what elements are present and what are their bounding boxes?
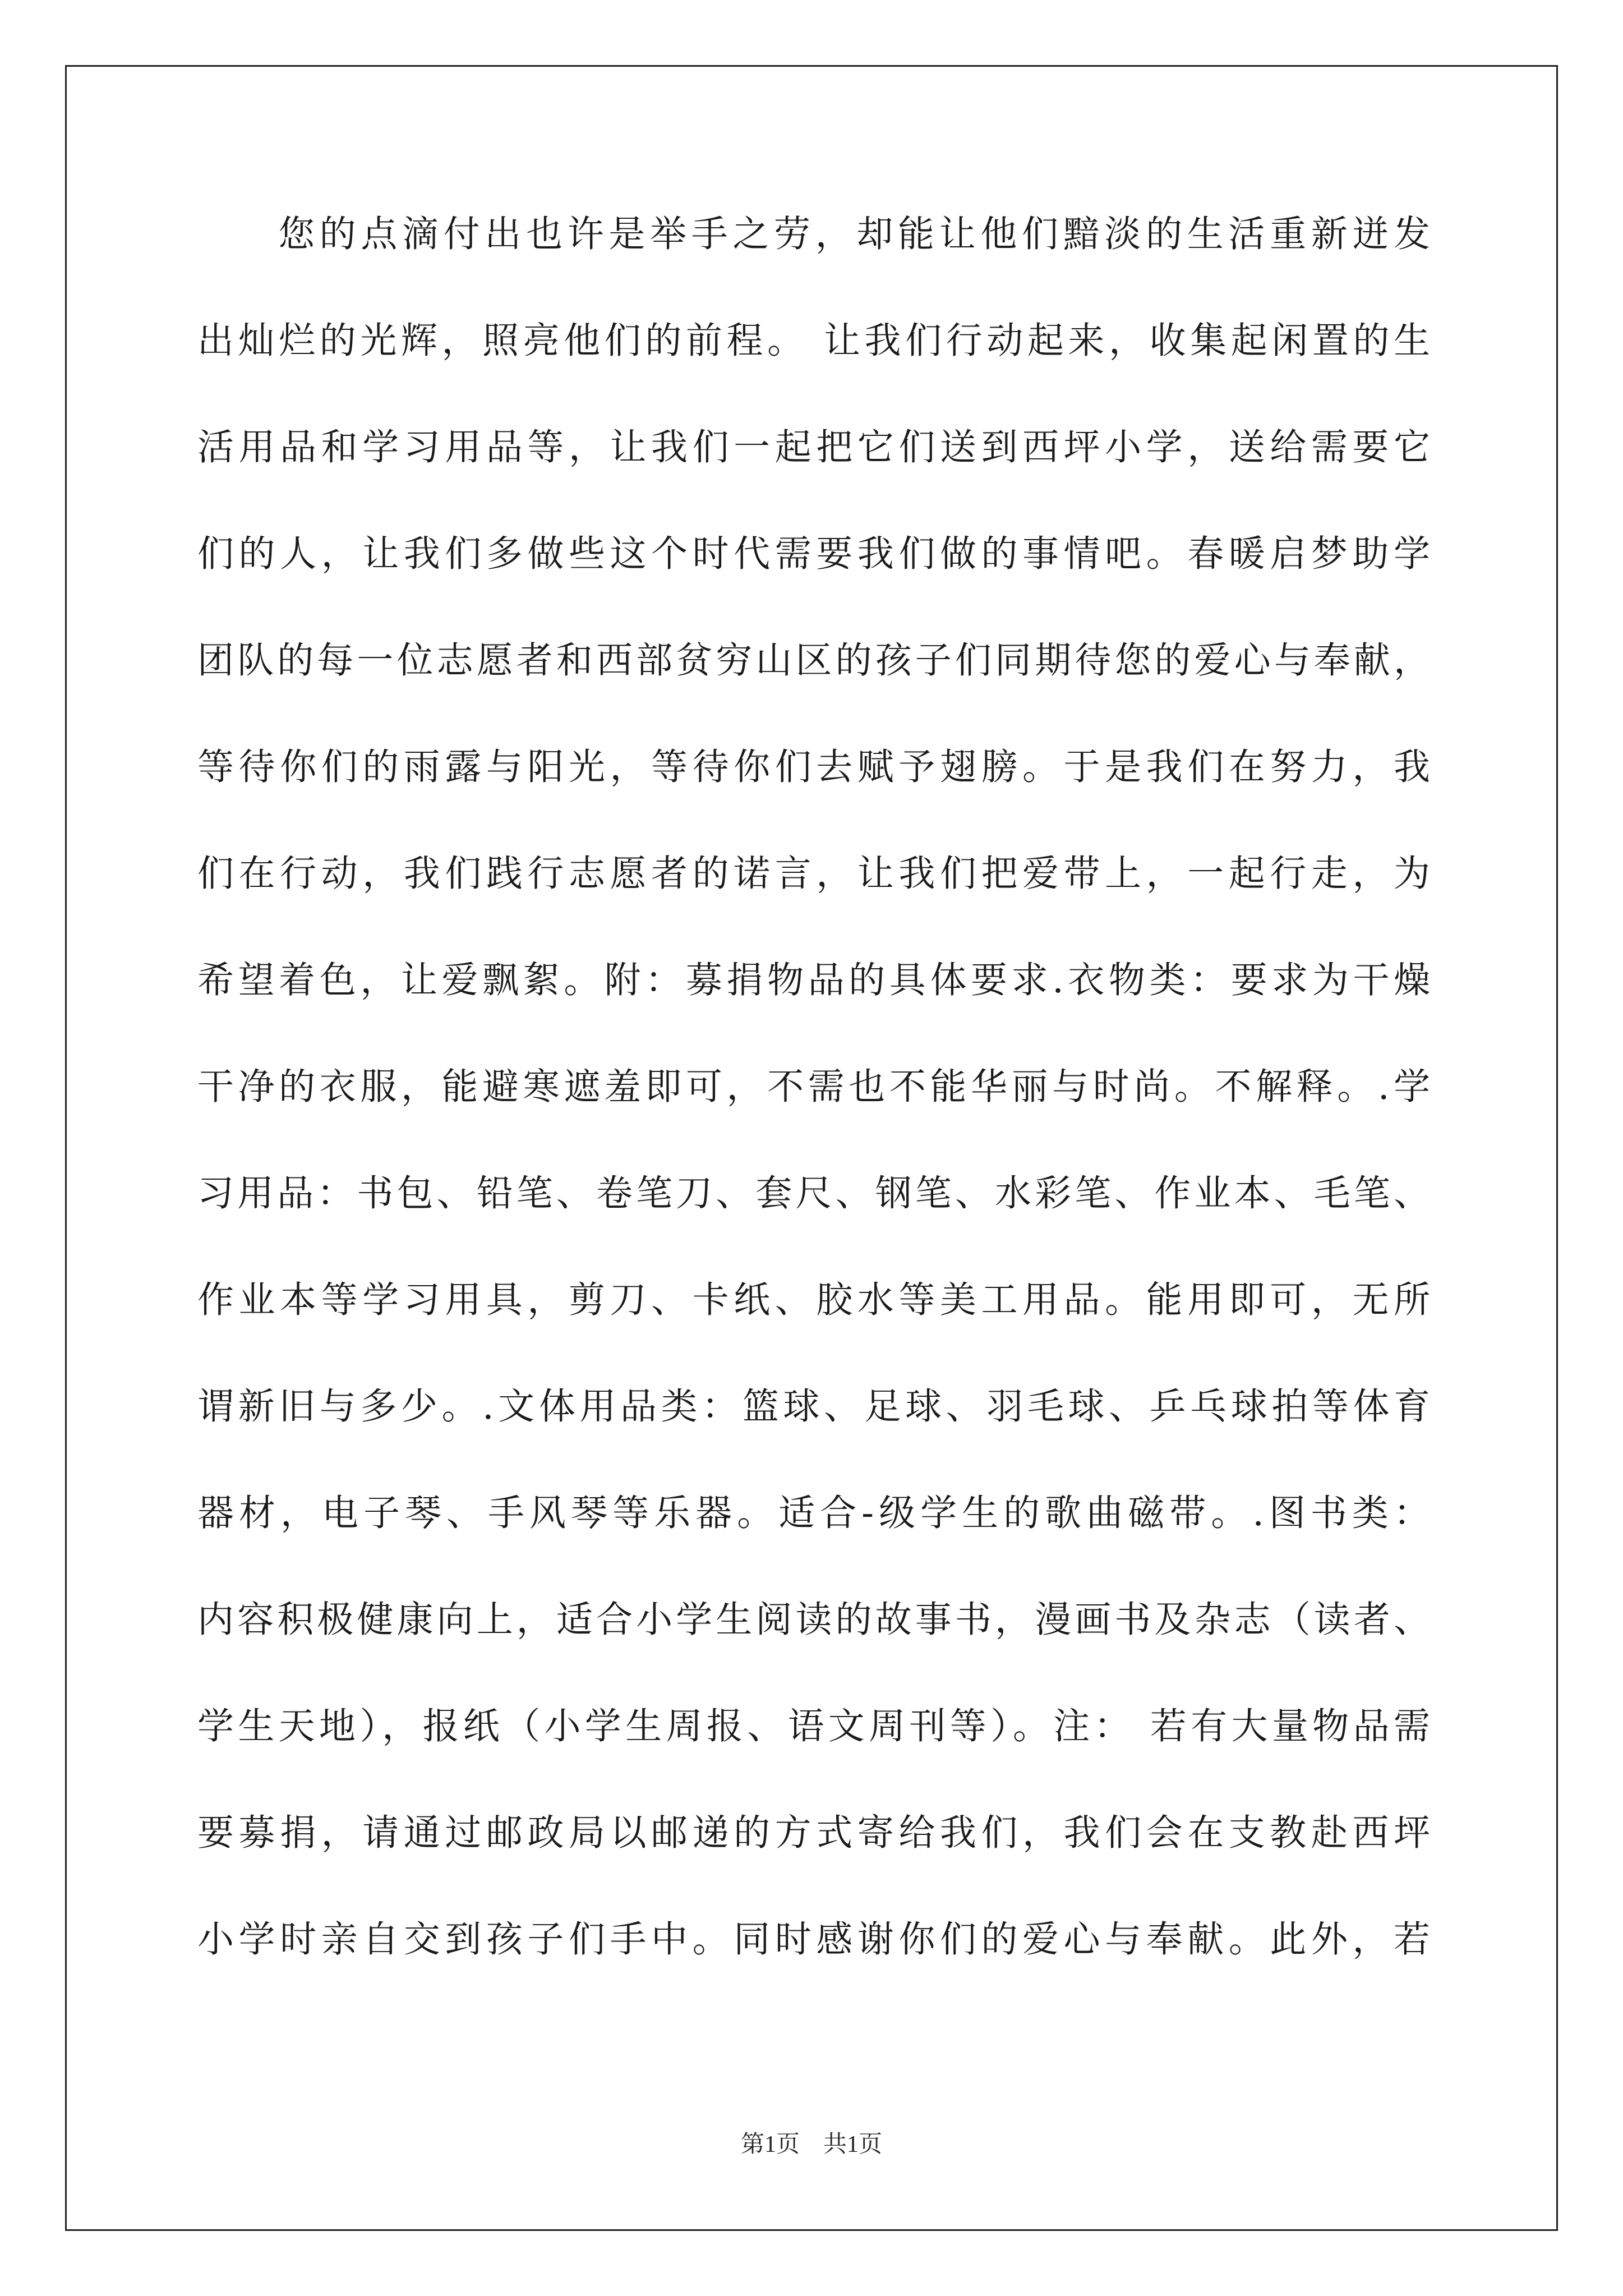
text-line: 小学时亲自交到孩子们手中。同时感谢你们的爱心与奉献。此外，若 <box>197 1918 1435 1961</box>
text-line: 您的点滴付出也许是举手之劳，却能让他们黯淡的生活重新迸发 <box>278 213 1435 255</box>
text-line: 团队的每一位志愿者和西部贫穷山区的孩子们同期待您的爱心与奉献， <box>197 639 1434 682</box>
text-line: 谓新旧与多少。.文体用品类：篮球、足球、羽毛球、乒乓球拍等体育 <box>197 1386 1435 1428</box>
text-line: 干净的衣服，能避寒遮羞即可，不需也不能华丽与时尚。不解释。.学 <box>197 1066 1435 1108</box>
text-line: 们在行动，我们践行志愿者的诺言，让我们把爱带上，一起行走，为 <box>197 853 1435 895</box>
page-number-footer: 第1页 共1页 <box>740 2132 882 2157</box>
text-line: 器材，电子琴、手风琴等乐器。适合-级学生的歌曲磁带。.图书类： <box>197 1492 1435 1534</box>
text-line: 出灿烂的光辉，照亮他们的前程。 让我们行动起来，收集起闲置的生 <box>197 320 1435 362</box>
text-line: 等待你们的雨露与阳光，等待你们去赋予翅膀。于是我们在努力，我 <box>197 746 1435 788</box>
text-line: 要募捐，请通过邮政局以邮递的方式寄给我们，我们会在支教赴西坪 <box>197 1812 1435 1854</box>
text-line: 习用品：书包、铅笔、卷笔刀、套尺、钢笔、水彩笔、作业本、毛笔、 <box>197 1172 1434 1214</box>
text-line: 们的人，让我们多做些这个时代需要我们做的事情吧。春暖启梦助学 <box>197 533 1435 575</box>
text-line: 活用品和学习用品等，让我们一起把它们送到西坪小学，送给需要它 <box>197 426 1435 468</box>
body-text <box>197 213 1435 2028</box>
text-line: 内容积极健康向上，适合小学生阅读的故事书，漫画书及杂志（读者、 <box>197 1599 1434 1641</box>
text-line: 学生天地），报纸（小学生周报、语文周刊等）。注： 若有大量物品需 <box>197 1705 1435 1747</box>
text-line: 希望着色，让爱飘絮。附：募捐物品的具体要求.衣物类：要求为干燥 <box>197 959 1435 1001</box>
text-line: 作业本等学习用具，剪刀、卡纸、胶水等美工用品。能用即可，无所 <box>197 1279 1435 1321</box>
